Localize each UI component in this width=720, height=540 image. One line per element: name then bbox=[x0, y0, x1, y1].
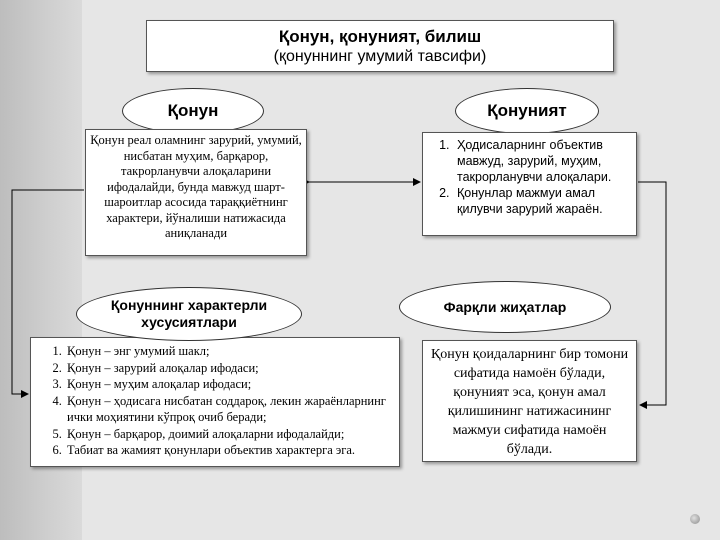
slide-nav-dot[interactable] bbox=[690, 514, 700, 524]
qonun-label: Қонун bbox=[167, 101, 219, 120]
title-box bbox=[146, 20, 614, 72]
differences-ellipse bbox=[399, 281, 611, 333]
list-item: 6. Табиат ва жамият қонунлари объектив характерга эга. bbox=[65, 442, 393, 459]
differences-label: Фарқли жиҳатлар bbox=[443, 299, 567, 315]
list-item: 2. Қонунлар мажмуи амал қилувчи зарурий жараён. bbox=[453, 185, 630, 217]
list-item: 1. Ҳодисаларнинг объектив мавжуд, зарурий, муҳим, такрорланувчи алоқалари. bbox=[453, 137, 630, 185]
page-subtitle: (қонуннинг умумий тавсифи) bbox=[273, 48, 487, 65]
list-item: 5. Қонун – барқарор, доимий алоқаларни ифодалайди; bbox=[65, 426, 393, 443]
qonuniyat-list bbox=[429, 137, 630, 217]
qonun-description: Қонун реал оламнинг зарурий, умумий, нисбатан муҳим, барқарор, такрорланувчи алоқаларини ифодалайди, бунда мавжуд шарт-шароитлар асосида тараққиётнинг характери, йўналиши натижасида аниқланади bbox=[90, 133, 302, 240]
right-connector bbox=[638, 182, 666, 405]
differences-description: Қонун қоидаларнинг бир томони сифатида намоён бўлади, қонуният эса, қонун амал қилишининг натижасининг мажмуи сифатида намоён бўлади. bbox=[430, 347, 629, 457]
qonun-ellipse bbox=[122, 88, 264, 134]
characteristics-list-box bbox=[30, 337, 400, 467]
list-item: 4. Қонун – ҳодисага нисбатан соддароқ, лекин жараёнларнинг ички моҳиятини кўпроқ очиб беради; bbox=[65, 393, 393, 426]
characteristics-ellipse bbox=[76, 287, 302, 341]
differences-description-box bbox=[422, 340, 637, 462]
characteristics-label: Қонуннинг характерли хусусиятлари bbox=[110, 297, 268, 330]
list-item: 2. Қонун – зарурий алоқалар ифодаси; bbox=[65, 360, 393, 377]
list-item: 3. Қонун – муҳим алоқалар ифодаси; bbox=[65, 376, 393, 393]
list-item: 1. Қонун – энг умумий шакл; bbox=[65, 343, 393, 360]
characteristics-list bbox=[39, 343, 393, 459]
qonuniyat-ellipse bbox=[455, 88, 599, 134]
qonun-description-box bbox=[85, 129, 307, 256]
qonuniyat-list-box bbox=[422, 132, 637, 236]
page-title: Қонун, қонуният, билиш bbox=[278, 27, 482, 46]
qonuniyat-label: Қонуният bbox=[487, 101, 567, 120]
